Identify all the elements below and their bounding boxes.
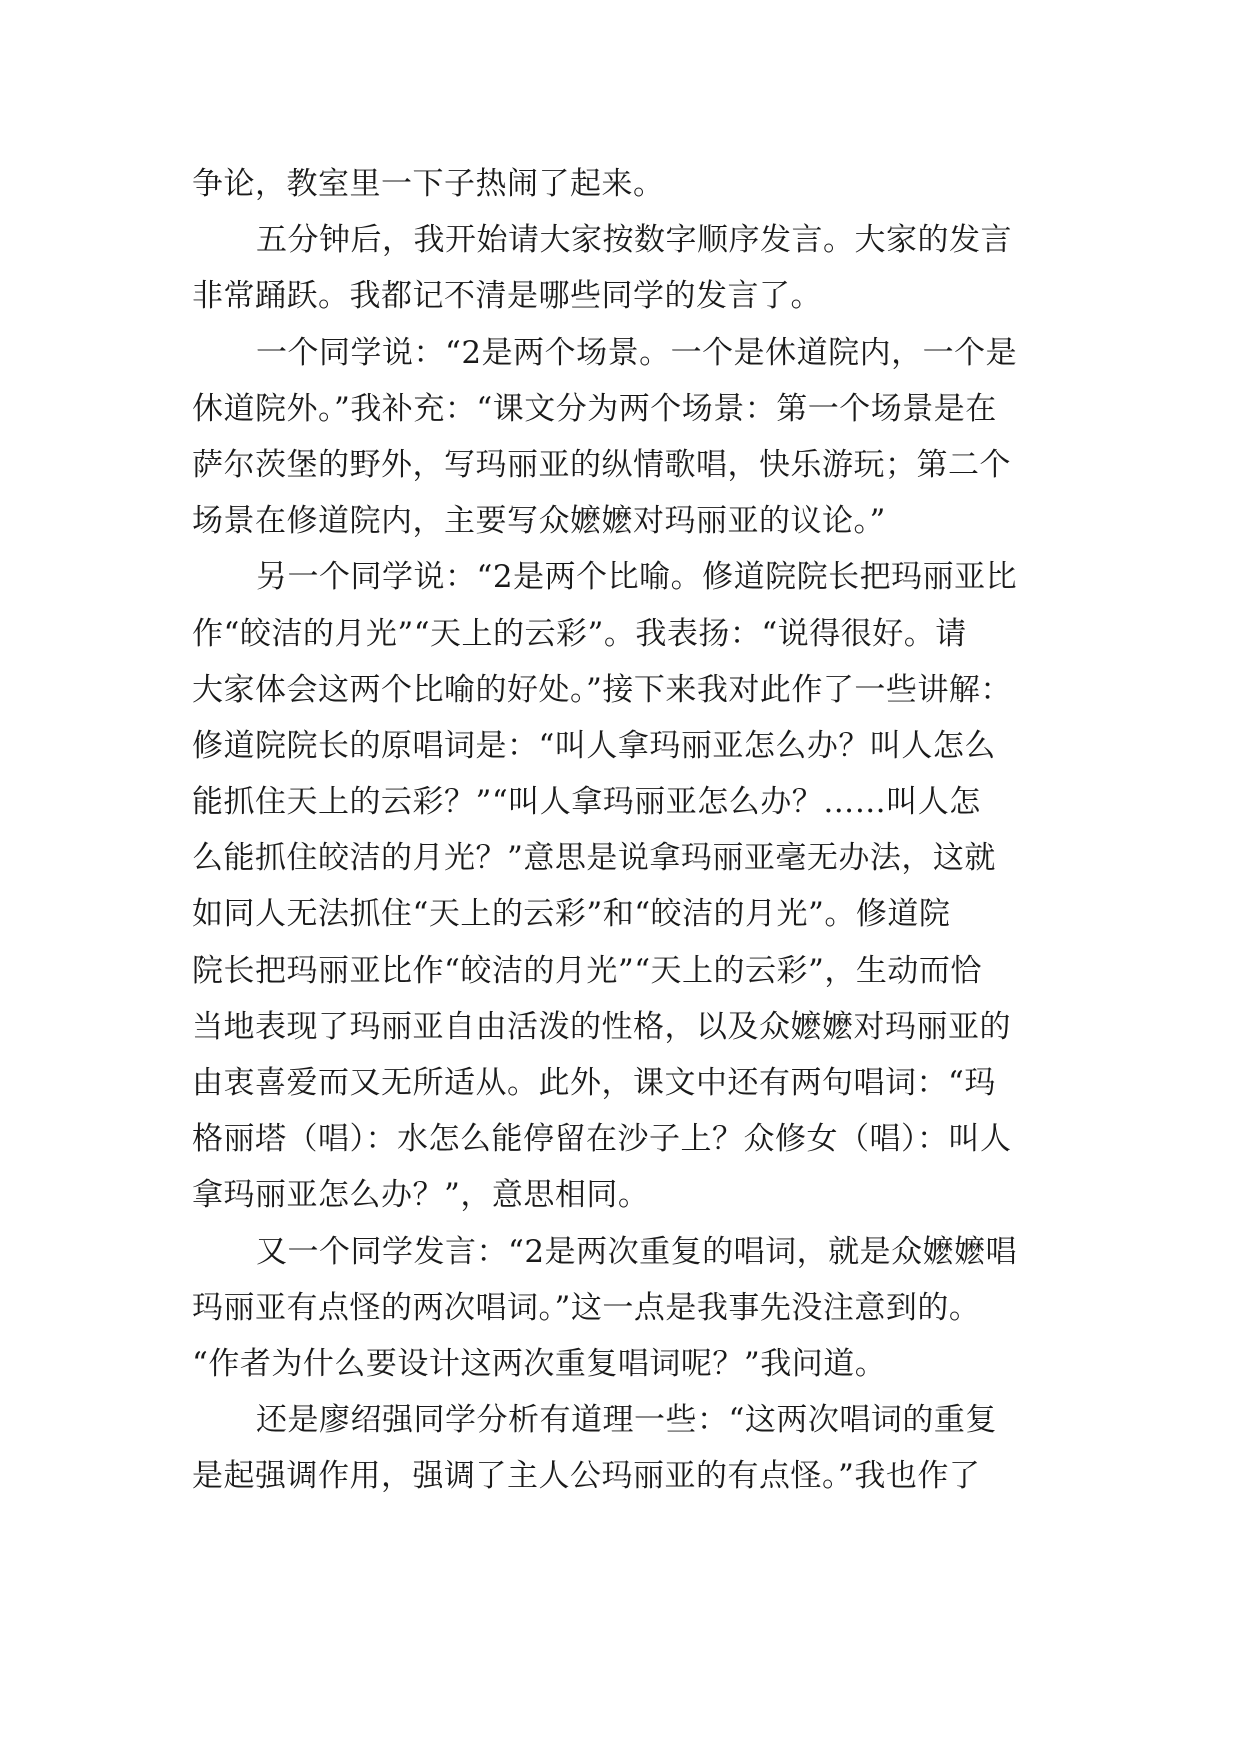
text-line: 大家体会这两个比喻的好处。”接下来我对此作了一些讲解： [192, 671, 1012, 708]
paragraph-start-line: 又一个同学发言：“2是两次重复的唱词，就是众嬷嬷唱 [256, 1233, 1018, 1270]
paragraph-start-line: 一个同学说：“2是两个场景。一个是休道院内，一个是 [256, 334, 1018, 371]
text-line: 修道院院长的原唱词是：“叫人拿玛丽亚怎么办？叫人怎么 [192, 727, 996, 764]
paragraph-start-line: 还是廖绍强同学分析有道理一些：“这两次唱词的重复 [256, 1402, 997, 1439]
text-line: 当地表现了玛丽亚自由活泼的性格，以及众嬷嬷对玛丽亚的 [192, 1008, 1011, 1045]
text-line: 由衷喜爱而又无所适从。此外，课文中还有两句唱词：“玛 [192, 1065, 996, 1101]
text-line: 能抓住天上的云彩？”“叫人拿玛丽亚怎么办？……叫人怎 [192, 784, 981, 821]
text-line: 么能抓住皎洁的月光？”意思是说拿玛丽亚毫无办法，这就 [192, 840, 996, 877]
text-line: 是起强调作用，强调了主人公玛丽亚的有点怪。”我也作了 [192, 1458, 981, 1495]
paragraph-start-line: 另一个同学说：“2是两个比喻。修道院院长把玛丽亚比 [256, 559, 1018, 596]
text-line: 作“皎洁的月光”“天上的云彩”。我表扬：“说得很好。请 [192, 615, 967, 652]
text-line: 如同人无法抓住“天上的云彩”和“皎洁的月光”。修道院 [192, 896, 951, 933]
body-text [192, 156, 1052, 1505]
text-line: 玛丽亚有点怪的两次唱词。”这一点是我事先没注意到的。 [192, 1289, 981, 1326]
text-line: 争论，教室里一下子热闹了起来。 [192, 166, 665, 202]
text-line: 拿玛丽亚怎么办？”，意思相同。 [192, 1177, 650, 1214]
text-line: 院长把玛丽亚比作“皎洁的月光”“天上的云彩”，生动而恰 [192, 952, 982, 989]
text-line: 非常踊跃。我都记不清是哪些同学的发言了。 [192, 278, 822, 315]
text-line: 萨尔茨堡的野外，写玛丽亚的纵情歌唱，快乐游玩；第二个 [192, 446, 1011, 483]
text-line: 休道院外。”我补充：“课文分为两个场景：第一个场景是在 [192, 390, 997, 427]
text-line: “作者为什么要设计这两次重复唱词呢？”我问道。 [192, 1345, 887, 1382]
text-line: 场景在修道院内，主要写众嬷嬷对玛丽亚的议论。” [192, 503, 886, 540]
text-line: 格丽塔（唱）：水怎么能停留在沙子上？众修女（唱）：叫人 [192, 1121, 1012, 1158]
paragraph-start-line: 五分钟后，我开始请大家按数字顺序发言。大家的发言 [256, 222, 1012, 259]
